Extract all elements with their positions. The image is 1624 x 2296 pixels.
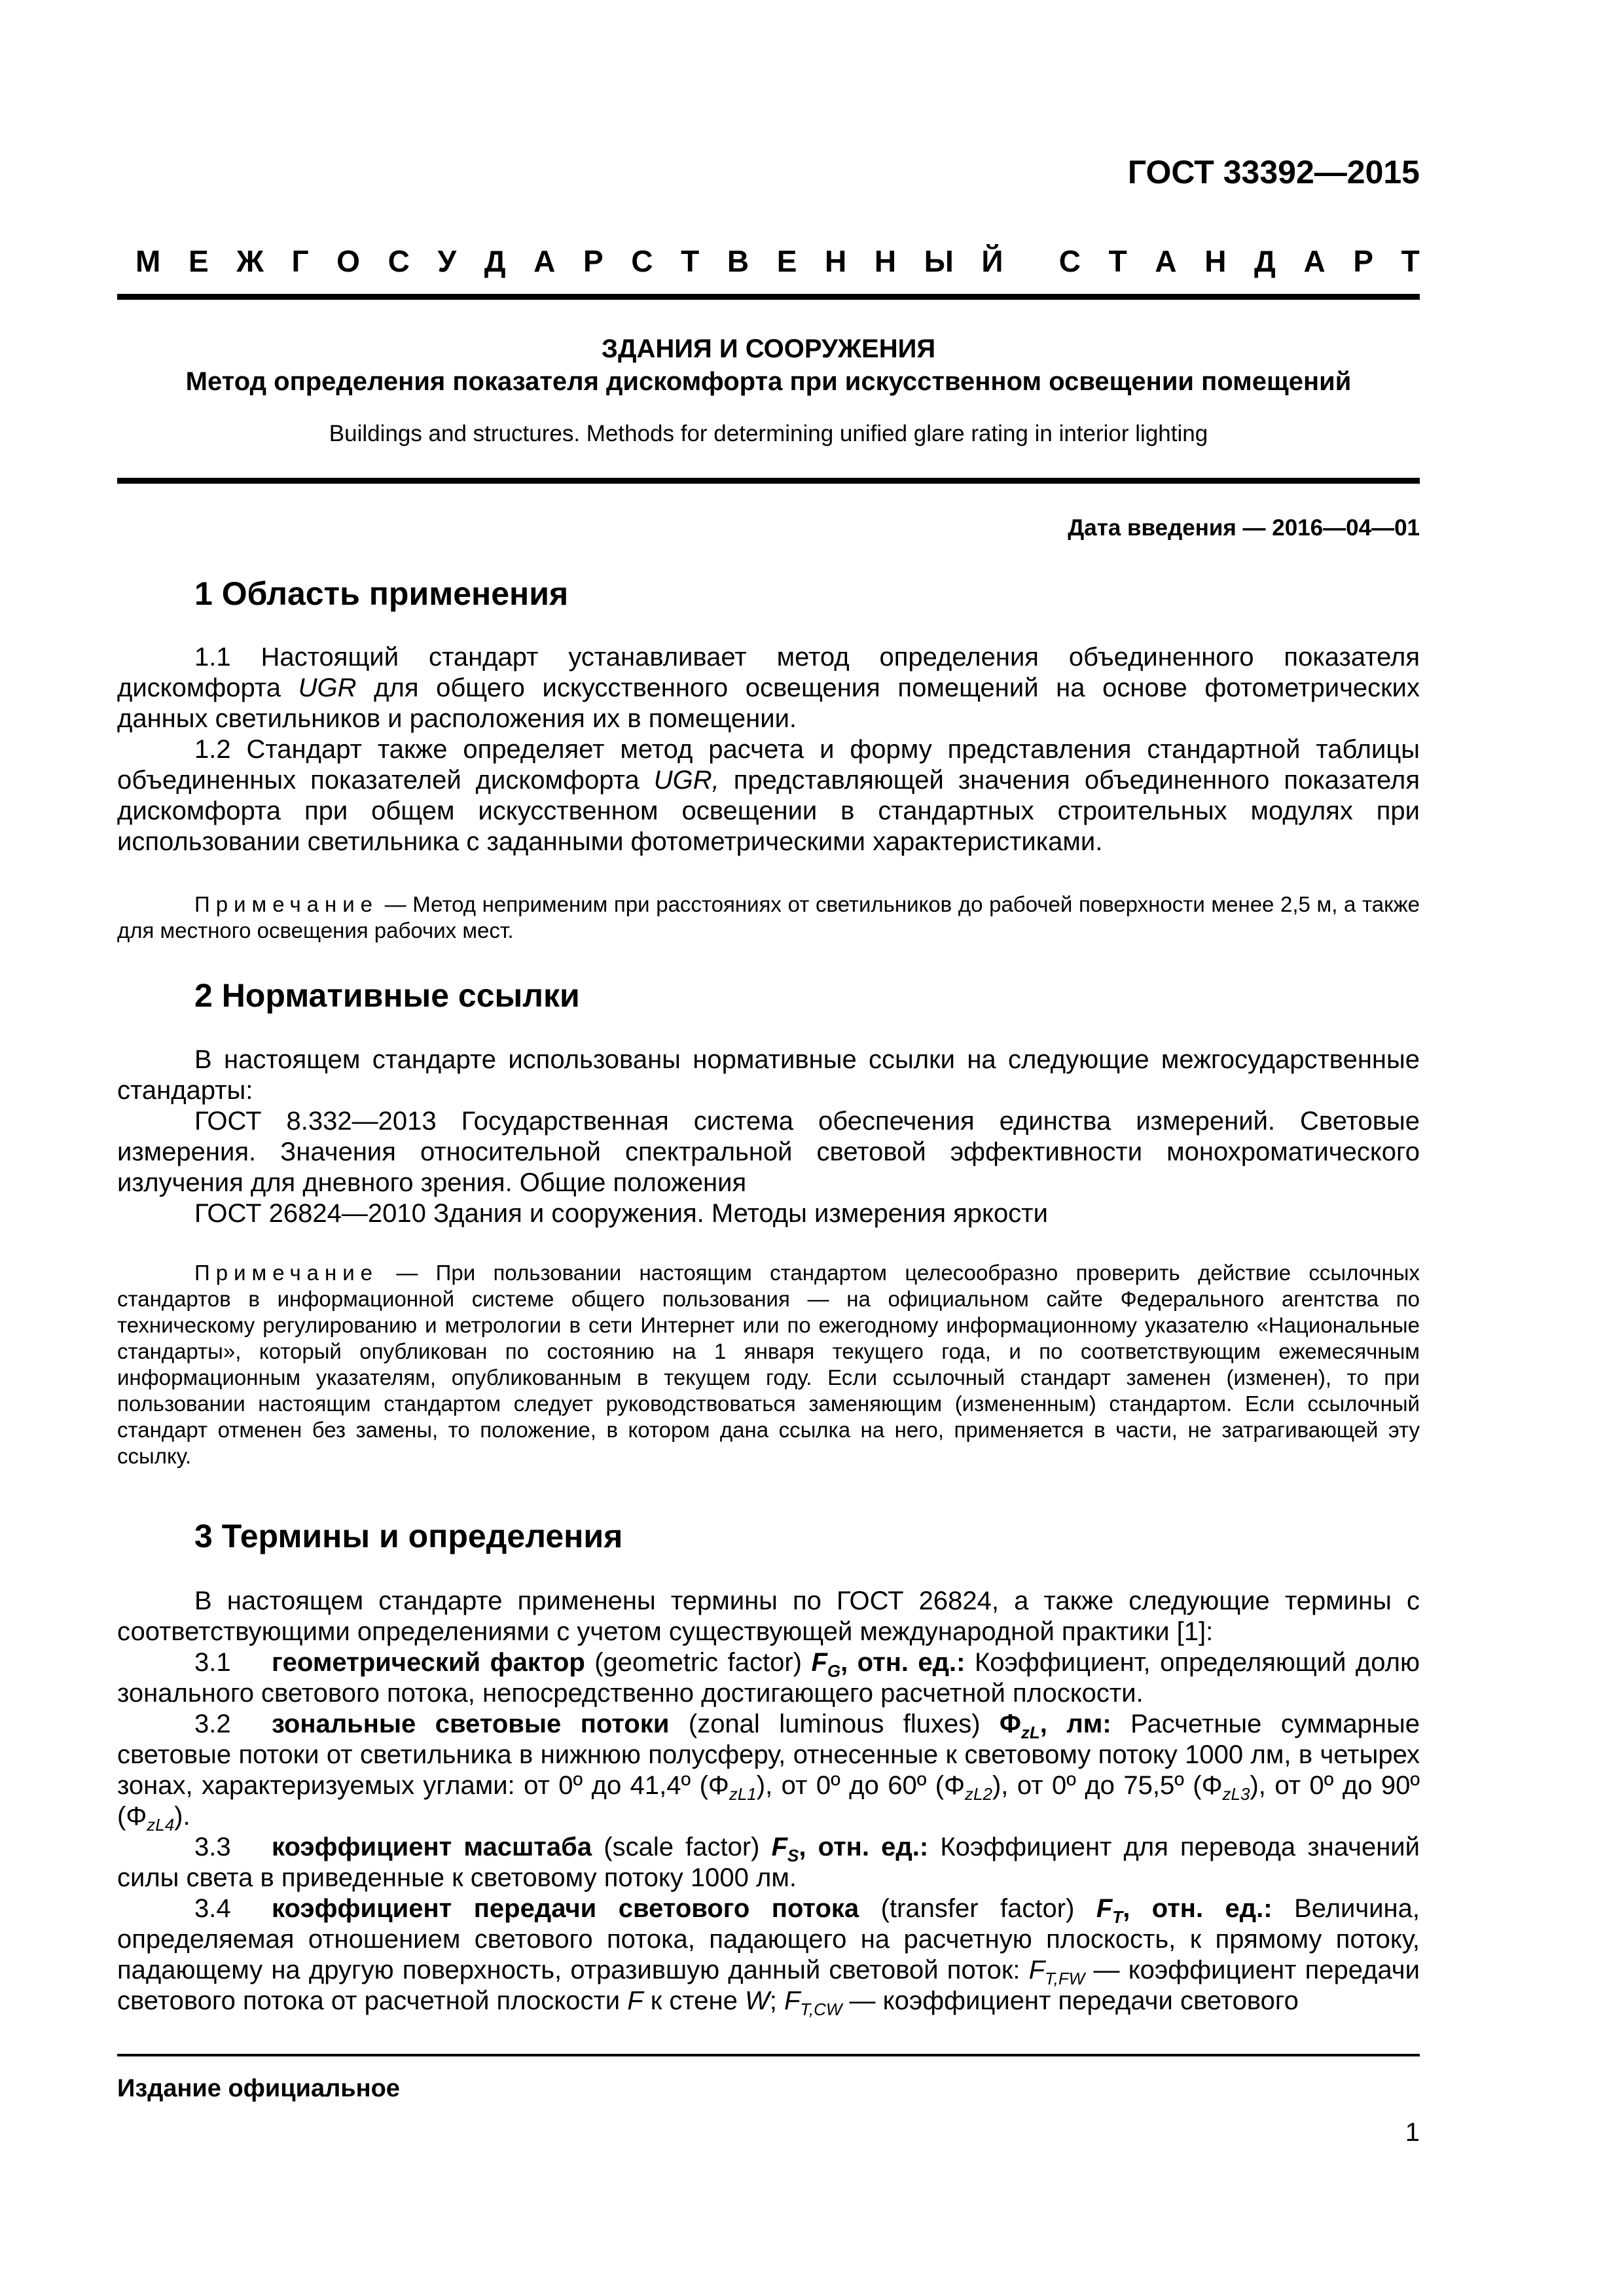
note-text: — При пользовании настоящим стандартом целесообразно проверить действие ссылочных стандартов в информационной системе общего пользования — на официальном сайте Федерального агентства по техническому регулированию и метрологии в сети Интернет или по ежегодному информационному указателю «Национальные стандарты», который опубликован по состоянию на 1 января текущего года, и по соответствующим ежемесячным информационным указателям, опубликованным в текущем году. Если ссылочный стандарт заменен (изменен), то при пользовании настоящим стандартом следует руководствоваться заменяющим (измененным) стандартом. Если ссылочный стандарт отменен без замены, то положение, в котором дана ссылка на него, применяется в части, не затрагивающей эту ссылку. (117, 1261, 1420, 1468)
note-label: Примечание (194, 892, 379, 916)
standard-type-letter: А (1155, 244, 1177, 278)
standard-type-letter: Р (583, 244, 604, 278)
standard-type-letter: А (1303, 244, 1326, 278)
note-text: — Метод неприменим при расстояниях от светильников до рабочей поверхности менее 2,5 м, а также для местного освещения рабочих мест. (117, 892, 1420, 942)
standard-type-letter: Т (1401, 244, 1420, 278)
section-2-heading: 2 Нормативные ссылки (194, 977, 580, 1014)
standard-type-letter: Т (1108, 244, 1127, 278)
reference-gost-8-332: ГОСТ 8.332—2013 Государственная система обеспечения единства измерений. Световые измерения. Значения относительной спектральной световой эффективности монохроматического излучения для дневного зрения. Общие положения (117, 1107, 1420, 1197)
standard-type-letter: С (1058, 244, 1081, 278)
document-page (117, 0, 1420, 2296)
title-line-2: Метод определения показателя дискомфорта при искусственном освещении помещений (185, 367, 1352, 396)
reference-gost-26824: ГОСТ 26824—2010 Здания и сооружения. Методы измерения яркости (194, 1199, 1048, 1228)
english-title: Buildings and structures. Methods for determining unified glare rating in interior lighting (329, 421, 1208, 446)
standard-type (135, 243, 1420, 279)
section-3-body (117, 1586, 1420, 2017)
standard-type-letter: Н (825, 244, 847, 278)
section-2-body (117, 1045, 1420, 1229)
standard-type-letter: Ы (924, 244, 954, 278)
term-3-4: 3.4 коэффициент передачи светового потока (transfer factor) $F_T$, отн. ед.: Величина, определяемая отношением светового потока, падающего на расчетную плоскость, к прямому потоку, падающему на другую поверхность, отразившую данный световой поток: $F_{T,FW}$ — коэффициент передачи светового потока от расчетной плоскости F к стене W; $F_{T,CW}$ — коэффициент передачи светового (117, 1894, 1420, 2019)
title-line-1: ЗДАНИЯ И СООРУЖЕНИЯ (601, 334, 936, 363)
standard-type-letter: Н (1204, 244, 1227, 278)
paragraph-1-1: 1.1 Настоящий стандарт устанавливает метод определения объединенного показателя дискомфорта UGR для общего искусственного освещения помещений на основе фотометрических данных светильников и расположения их в помещении. (117, 643, 1420, 733)
standard-type-letter: Г (291, 244, 309, 278)
document-title (117, 332, 1420, 398)
title-rule (117, 478, 1420, 484)
section-1-body (117, 642, 1420, 857)
standard-type-letter: У (437, 244, 457, 278)
standard-type-letter: Ж (236, 244, 264, 278)
page-number: 1 (1405, 2118, 1420, 2147)
standard-type-letter: Т (681, 244, 700, 278)
standard-type-letter: Е (188, 244, 209, 278)
paragraph-3-intro: В настоящем стандарте применены термины по ГОСТ 26824, а также следующие термины с соответствующими определениями с учетом существующей международной практики [1]: (117, 1587, 1420, 1646)
standard-type-letter: В (727, 244, 749, 278)
introduction-date: Дата введения — 2016—04—01 (1068, 515, 1420, 541)
section-3-heading: 3 Термины и определения (194, 1518, 623, 1554)
standard-type-letter: Д (1254, 244, 1276, 278)
standard-type-letter: Р (1353, 244, 1373, 278)
section-1-heading: 1 Область применения (194, 575, 569, 612)
paragraph-2-1: В настоящем стандарте использованы нормативные ссылки на следующие межгосударственные стандарты: (117, 1045, 1420, 1105)
standard-code: ГОСТ 33392—2015 (1127, 154, 1420, 190)
standard-type-letter: Е (776, 244, 797, 278)
paragraph-1-2: 1.2 Стандарт также определяет метод расчета и форму представления стандартной таблицы объединенных показателей дискомфорта UGR, представляющей значения объединенного показателя дискомфорта при общем искусственном освещении в стандартных строительных модулях при использовании светильника с заданными фотометрическими характеристиками. (117, 735, 1420, 856)
header-rule (117, 294, 1420, 300)
note-label: Примечание (194, 1261, 379, 1285)
section-1-note (117, 891, 1420, 944)
footer-rule (117, 2054, 1420, 2056)
edition-label: Издание официальное (117, 2075, 400, 2102)
standard-type-letter: М (135, 244, 161, 278)
term-3-2: 3.2 зональные световые потоки (zonal luminous fluxes) $\Phi_{zL}$, лм: Расчетные суммарные световые потоки от светильника в нижнюю полусферу, отнесенные к световому потоку 1000 лм, в четырех зонах, характеризуемых углами: от 0º до 41,4º $(\Phi_{zL1})$, от 0º до 60º $(\Phi_{zL2})$, от 0º до 75,5º $(\Phi_{zL3})$, от 0º до 90º $(\Phi_{zL4})$. (117, 1710, 1420, 1835)
standard-type-letter: С (631, 244, 653, 278)
standard-type-letter: А (533, 244, 556, 278)
term-3-3: 3.3 коэффициент масштаба (scale factor) $F_S$, отн. ед.: Коэффициент для перевода значений силы света в приведенные к световому потоку 1000 лм. (117, 1833, 1420, 1892)
section-2-note (117, 1260, 1420, 1469)
standard-type-letter: О (336, 244, 360, 278)
term-3-1: 3.1 геометрический фактор (geometric factor) $F_G$, отн. ед.: Коэффициент, определяющий долю зонального светового потока, непосредственно достигающего расчетной плоскости. (117, 1648, 1420, 1708)
standard-type-letter: Й (981, 244, 1003, 278)
standard-type-letter: Н (874, 244, 897, 278)
standard-type-letter: С (388, 244, 410, 278)
standard-type-letter: Д (484, 244, 506, 278)
